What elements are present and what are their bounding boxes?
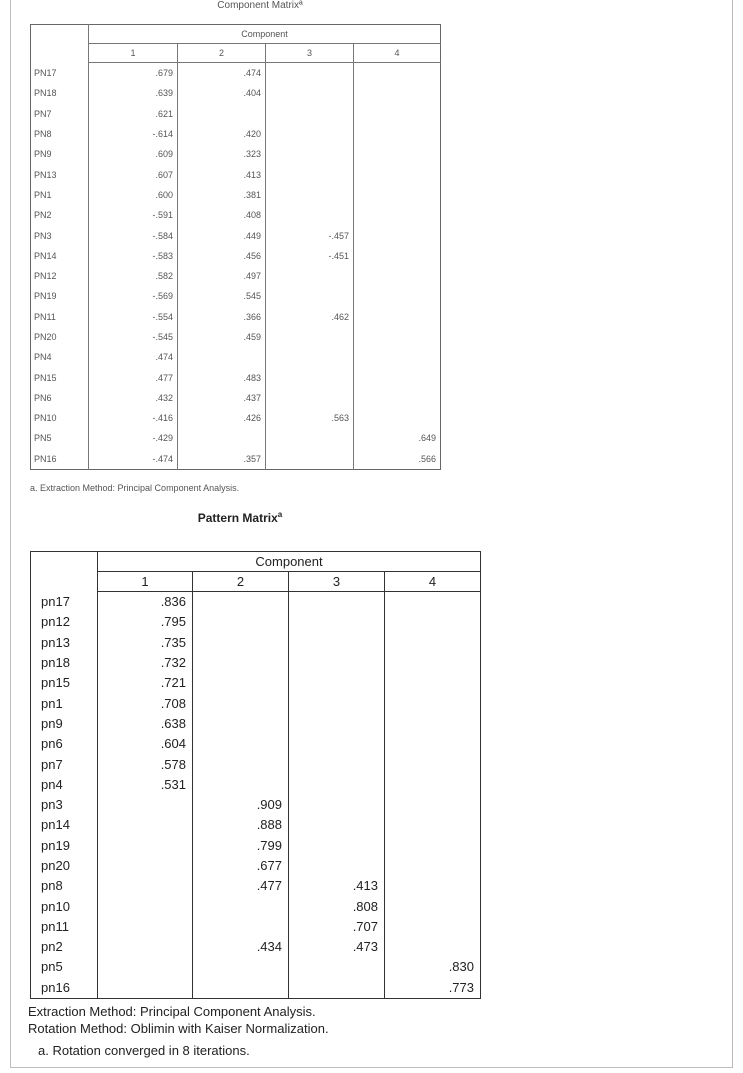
table-row — [31, 856, 481, 876]
value-cell: .732 — [160, 655, 186, 671]
value-cell: .638 — [160, 715, 186, 731]
value-cell: .639 — [155, 88, 173, 99]
row-label: pn8 — [31, 876, 98, 896]
row-label: pn2 — [31, 937, 98, 957]
pattern-matrix-table — [30, 551, 481, 999]
value-cell — [193, 653, 289, 673]
value-cell: .420 — [178, 124, 266, 144]
value-cell — [98, 896, 193, 916]
table-row — [31, 714, 481, 734]
table-row — [31, 612, 481, 632]
value-cell — [289, 957, 385, 977]
value-cell: -.451 — [266, 246, 354, 266]
value-cell — [193, 714, 289, 734]
value-cell — [354, 164, 441, 184]
row-label: PN17 — [31, 63, 89, 84]
value-cell: -.591 — [152, 210, 173, 221]
value-cell — [354, 104, 441, 124]
row-label: PN7 — [31, 104, 89, 124]
table-row — [31, 693, 481, 713]
table-row — [31, 653, 481, 673]
page-border-left — [10, 0, 11, 1068]
value-cell — [289, 815, 385, 835]
table-row — [31, 124, 441, 144]
table-row — [31, 937, 481, 957]
value-cell — [193, 633, 289, 653]
component-group-header: Component — [89, 25, 441, 44]
value-cell — [193, 917, 289, 937]
row-label: PN19 — [31, 286, 89, 306]
value-cell: .830 — [385, 957, 481, 977]
row-label: pn13 — [31, 633, 98, 653]
value-cell: .434 — [193, 937, 289, 957]
value-cell — [289, 795, 385, 815]
value-cell — [289, 978, 385, 999]
row-label: PN12 — [31, 266, 89, 286]
value-cell — [385, 856, 481, 876]
table-row — [31, 205, 441, 225]
pattern-matrix-footnotes — [28, 1003, 329, 1059]
page-border-right — [732, 0, 733, 1068]
value-cell: -.545 — [152, 332, 173, 342]
row-label: PN8 — [31, 124, 89, 144]
row-label: pn16 — [31, 978, 98, 999]
value-cell — [98, 856, 193, 876]
value-cell: -.583 — [152, 250, 173, 261]
table-row — [31, 144, 441, 164]
column-header: 4 — [354, 44, 441, 63]
row-label: PN10 — [31, 408, 89, 428]
value-cell — [289, 775, 385, 795]
table-row — [31, 734, 481, 754]
component-matrix-title: Component Matrixª — [217, 0, 303, 11]
value-cell: .604 — [160, 736, 186, 752]
value-cell — [385, 612, 481, 632]
value-cell: .888 — [193, 815, 289, 835]
table-row — [31, 388, 441, 408]
value-cell — [385, 592, 481, 613]
value-cell — [289, 754, 385, 774]
row-label: pn6 — [31, 734, 98, 754]
table-row — [31, 449, 441, 470]
value-cell: .477 — [155, 372, 173, 383]
value-cell: .462 — [266, 307, 354, 327]
value-cell — [193, 612, 289, 632]
value-cell — [193, 693, 289, 713]
value-cell — [266, 83, 354, 103]
value-cell — [289, 653, 385, 673]
value-cell: .609 — [155, 149, 173, 160]
value-cell — [385, 917, 481, 937]
value-cell — [98, 917, 193, 937]
value-cell — [354, 205, 441, 225]
row-label: PN11 — [31, 307, 89, 327]
value-cell: .413 — [289, 876, 385, 896]
value-cell — [289, 693, 385, 713]
row-label: PN6 — [31, 388, 89, 408]
row-label: pn10 — [31, 896, 98, 916]
table-row — [31, 428, 441, 448]
value-cell — [266, 327, 354, 347]
column-header: 2 — [178, 44, 266, 63]
value-cell — [266, 347, 354, 367]
value-cell — [178, 347, 266, 367]
rotation-method-note: Rotation Method: Oblimin with Kaiser Normalization. — [28, 1021, 329, 1036]
row-label: pn1 — [31, 693, 98, 713]
value-cell: .566 — [354, 449, 441, 470]
value-cell — [98, 978, 193, 999]
column-header: 4 — [385, 572, 481, 592]
column-header: 1 — [89, 44, 178, 63]
value-cell — [193, 734, 289, 754]
component-group-header: Component — [98, 552, 481, 572]
value-cell — [289, 673, 385, 693]
value-cell — [289, 633, 385, 653]
row-label: PN18 — [31, 83, 89, 103]
table-row — [31, 408, 441, 428]
column-header: 2 — [193, 572, 289, 592]
value-cell: .773 — [385, 978, 481, 999]
value-cell — [354, 246, 441, 266]
row-label: pn18 — [31, 653, 98, 673]
table-row — [31, 185, 441, 205]
value-cell: .473 — [289, 937, 385, 957]
value-cell — [193, 896, 289, 916]
value-cell — [178, 104, 266, 124]
extraction-method-note: Extraction Method: Principal Component Analysis. — [28, 1004, 316, 1019]
pattern-matrix-title — [100, 510, 380, 525]
table-row — [31, 83, 441, 103]
value-cell — [266, 63, 354, 84]
table-row — [31, 367, 441, 387]
table-row — [31, 266, 441, 286]
value-cell: .795 — [160, 614, 186, 630]
table-row — [31, 246, 441, 266]
value-cell — [354, 307, 441, 327]
value-cell — [385, 754, 481, 774]
row-label: PN4 — [31, 347, 89, 367]
value-cell: .721 — [160, 675, 186, 691]
table-row — [31, 978, 481, 999]
value-cell — [266, 428, 354, 448]
value-cell: .404 — [178, 83, 266, 103]
value-cell: .649 — [354, 428, 441, 448]
value-cell — [354, 144, 441, 164]
column-header: 3 — [289, 572, 385, 592]
value-cell: .600 — [155, 189, 173, 200]
value-cell — [98, 937, 193, 957]
value-cell: -.554 — [152, 311, 173, 322]
value-cell — [385, 714, 481, 734]
row-label: PN15 — [31, 367, 89, 387]
table-row — [31, 633, 481, 653]
value-cell — [193, 592, 289, 613]
column-header: 1 — [98, 572, 193, 592]
value-cell: .708 — [160, 695, 186, 711]
row-label: pn11 — [31, 917, 98, 937]
row-label: PN20 — [31, 327, 89, 347]
value-cell — [385, 836, 481, 856]
value-cell — [385, 937, 481, 957]
row-label: PN9 — [31, 144, 89, 164]
value-cell: .578 — [160, 756, 186, 772]
value-cell: .357 — [178, 449, 266, 470]
value-cell: .563 — [266, 408, 354, 428]
value-cell — [266, 449, 354, 470]
value-cell — [385, 673, 481, 693]
value-cell — [354, 225, 441, 245]
value-cell — [385, 876, 481, 896]
table-row — [31, 347, 441, 367]
value-cell: .474 — [178, 63, 266, 84]
value-cell — [354, 63, 441, 84]
value-cell — [385, 775, 481, 795]
value-cell — [385, 734, 481, 754]
value-cell: .413 — [178, 164, 266, 184]
value-cell — [266, 104, 354, 124]
value-cell — [98, 795, 193, 815]
value-cell — [266, 205, 354, 225]
value-cell: .477 — [193, 876, 289, 896]
value-cell: -.429 — [152, 433, 173, 444]
value-cell — [266, 266, 354, 286]
table-row — [31, 104, 441, 124]
page-border-bottom — [10, 1067, 732, 1068]
row-label: PN1 — [31, 185, 89, 205]
value-cell — [193, 775, 289, 795]
value-cell — [289, 612, 385, 632]
value-cell — [289, 592, 385, 613]
value-cell — [354, 266, 441, 286]
pattern-matrix-title-footnote-mark: a — [277, 510, 283, 519]
value-cell — [354, 83, 441, 103]
table-row — [31, 896, 481, 916]
value-cell — [385, 693, 481, 713]
value-cell: .459 — [178, 327, 266, 347]
value-cell: -.457 — [266, 225, 354, 245]
value-cell — [354, 388, 441, 408]
pattern-matrix-title-text: Pattern Matrix — [197, 511, 278, 525]
value-cell — [98, 876, 193, 896]
value-cell — [385, 815, 481, 835]
table-row — [31, 286, 441, 306]
value-cell — [178, 428, 266, 448]
value-cell — [193, 673, 289, 693]
table-row — [31, 164, 441, 184]
row-label: pn5 — [31, 957, 98, 977]
value-cell: .836 — [160, 594, 186, 610]
row-label: PN16 — [31, 449, 89, 470]
value-cell — [289, 836, 385, 856]
value-cell: .497 — [178, 266, 266, 286]
value-cell: -.614 — [152, 129, 173, 140]
table-row — [31, 673, 481, 693]
component-matrix-footnote: a. Extraction Method: Principal Component Analysis. — [30, 483, 240, 493]
value-cell: .366 — [178, 307, 266, 327]
value-cell — [98, 957, 193, 977]
value-cell: .531 — [160, 776, 186, 792]
row-label: pn3 — [31, 795, 98, 815]
value-cell — [266, 144, 354, 164]
value-cell — [354, 408, 441, 428]
table-row — [31, 795, 481, 815]
table-row — [31, 63, 441, 84]
value-cell: .432 — [155, 392, 173, 403]
value-cell — [193, 978, 289, 999]
row-label: pn7 — [31, 754, 98, 774]
value-cell — [385, 795, 481, 815]
row-label: pn12 — [31, 612, 98, 632]
value-cell — [266, 124, 354, 144]
value-cell — [385, 896, 481, 916]
value-cell — [193, 957, 289, 977]
value-cell: .677 — [193, 856, 289, 876]
table-row — [31, 307, 441, 327]
row-label: pn15 — [31, 673, 98, 693]
value-cell — [266, 164, 354, 184]
value-cell: .607 — [155, 169, 173, 180]
rotation-converged-note: a. Rotation converged in 8 iterations. — [38, 1043, 250, 1058]
value-cell — [193, 754, 289, 774]
value-cell — [266, 286, 354, 306]
row-label: pn14 — [31, 815, 98, 835]
value-cell: .621 — [155, 108, 173, 119]
table-row — [31, 815, 481, 835]
table-row — [31, 327, 441, 347]
value-cell: .426 — [178, 408, 266, 428]
value-cell — [354, 327, 441, 347]
value-cell — [98, 815, 193, 835]
value-cell: .707 — [289, 917, 385, 937]
value-cell — [354, 286, 441, 306]
value-cell: .408 — [178, 205, 266, 225]
value-cell: .456 — [178, 246, 266, 266]
value-cell — [289, 714, 385, 734]
table-row — [31, 592, 481, 613]
row-label: PN2 — [31, 205, 89, 225]
value-cell — [289, 856, 385, 876]
value-cell — [266, 367, 354, 387]
value-cell: .323 — [178, 144, 266, 164]
row-label: pn4 — [31, 775, 98, 795]
value-cell: -.569 — [152, 291, 173, 302]
value-cell: .582 — [155, 271, 173, 282]
row-label: PN3 — [31, 225, 89, 245]
value-cell: .381 — [178, 185, 266, 205]
row-label: pn9 — [31, 714, 98, 734]
value-cell: .909 — [193, 795, 289, 815]
value-cell — [354, 367, 441, 387]
value-cell — [354, 347, 441, 367]
value-cell — [354, 185, 441, 205]
table-row — [31, 836, 481, 856]
value-cell: .735 — [160, 634, 186, 650]
table-row — [31, 917, 481, 937]
row-label: PN14 — [31, 246, 89, 266]
component-matrix-table — [30, 24, 441, 470]
row-label: PN5 — [31, 428, 89, 448]
table-row — [31, 775, 481, 795]
table-row — [31, 225, 441, 245]
value-cell: .679 — [155, 68, 173, 79]
value-cell: .808 — [289, 896, 385, 916]
value-cell — [266, 185, 354, 205]
row-label: pn17 — [31, 592, 98, 613]
corner-cell — [31, 552, 98, 592]
table-row — [31, 876, 481, 896]
value-cell — [385, 633, 481, 653]
value-cell — [385, 653, 481, 673]
value-cell: -.474 — [152, 453, 173, 464]
row-label: PN13 — [31, 164, 89, 184]
value-cell: .799 — [193, 836, 289, 856]
value-cell — [266, 388, 354, 408]
value-cell — [354, 124, 441, 144]
value-cell: .474 — [155, 352, 173, 363]
value-cell: .483 — [178, 367, 266, 387]
table-row — [31, 754, 481, 774]
table-row — [31, 957, 481, 977]
value-cell: .449 — [178, 225, 266, 245]
value-cell — [289, 734, 385, 754]
value-cell: -.584 — [152, 230, 173, 241]
corner-cell — [31, 25, 89, 63]
value-cell — [98, 836, 193, 856]
value-cell: .545 — [178, 286, 266, 306]
value-cell: -.416 — [152, 413, 173, 424]
value-cell: .437 — [178, 388, 266, 408]
column-header: 3 — [266, 44, 354, 63]
row-label: pn20 — [31, 856, 98, 876]
row-label: pn19 — [31, 836, 98, 856]
